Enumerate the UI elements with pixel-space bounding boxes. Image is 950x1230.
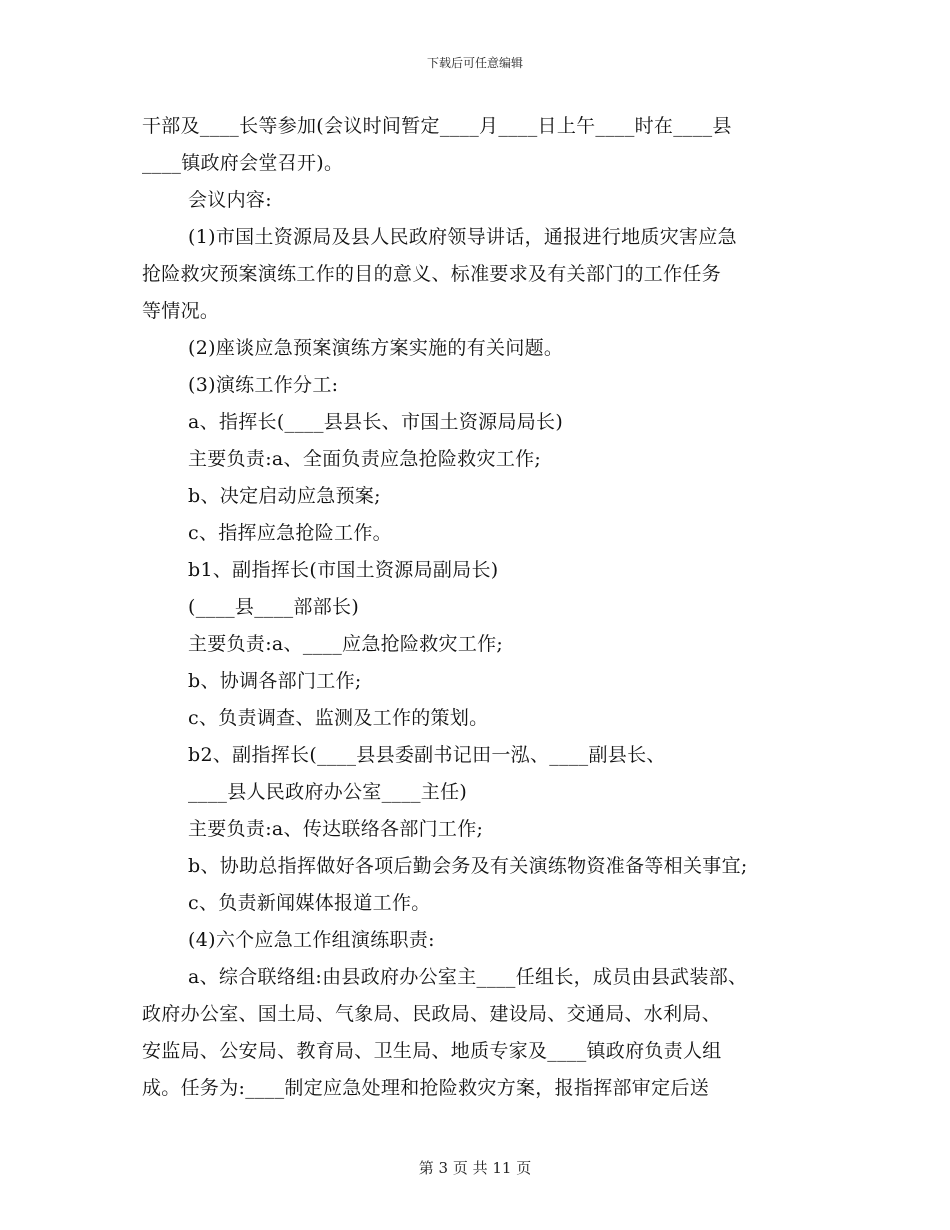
text-line: 主要负责:a、全面负责应急抢险救灾工作;	[188, 448, 542, 470]
text-line: (3)演练工作分工:	[188, 374, 339, 396]
text-line: a、指挥长(____县县长、市国土资源局局长)	[188, 411, 564, 433]
text-line: a、综合联络组:由县政府办公室主____任组长，成员由县武装部、	[188, 966, 748, 988]
text-line: 主要负责:a、____应急抢险救灾工作;	[188, 633, 504, 655]
text-line: b、决定启动应急预案;	[188, 485, 381, 507]
text-line: c、负责调查、监测及工作的策划。	[188, 707, 489, 729]
text-line: (1)市国土资源局及县人民政府领导讲话，通报进行地质灾害应急	[188, 226, 737, 248]
text-line: 抢险救灾预案演练工作的目的意义、标准要求及有关部门的工作任务	[142, 263, 722, 285]
text-line: (____县____部部长)	[188, 596, 360, 618]
text-line: 等情况。	[142, 300, 220, 322]
text-line: 政府办公室、国土局、气象局、民政局、建设局、交通局、水利局、	[142, 1003, 722, 1025]
text-line: ____县人民政府办公室____主任)	[188, 781, 468, 803]
text-line: ____镇政府会堂召开)。	[142, 152, 344, 174]
text-line: b、协助总指挥做好各项后勤会务及有关演练物资准备等相关事宜;	[188, 855, 748, 877]
text-line: c、负责新闻媒体报道工作。	[188, 892, 431, 914]
document-body	[142, 108, 832, 1107]
text-line: c、指挥应急抢险工作。	[188, 522, 392, 544]
page-header-note: 下载后可任意编辑	[426, 56, 523, 70]
text-line: (2)座谈应急预案演练方案实施的有关问题。	[188, 337, 564, 359]
page-number-footer: 第 3 页 共 11 页	[418, 1159, 532, 1177]
text-line: 成。任务为:____制定应急处理和抢险救灾方案，报指挥部审定后送	[142, 1077, 710, 1099]
text-line: b、协调各部门工作;	[188, 670, 362, 692]
text-line: (4)六个应急工作组演练职责:	[188, 929, 435, 951]
text-line: 干部及____长等参加(会议时间暂定____月____日上午____时在____县	[142, 115, 732, 137]
text-line: 会议内容:	[188, 189, 272, 211]
text-line: 主要负责:a、传达联络各部门工作;	[188, 818, 484, 840]
text-line: 安监局、公安局、教育局、卫生局、地质专家及____镇政府负责人组	[142, 1040, 722, 1062]
text-line: b1、副指挥长(市国土资源局副局长)	[188, 559, 499, 581]
text-line: b2、副指挥长(____县县委副书记田一泓、____副县长、	[188, 744, 666, 766]
